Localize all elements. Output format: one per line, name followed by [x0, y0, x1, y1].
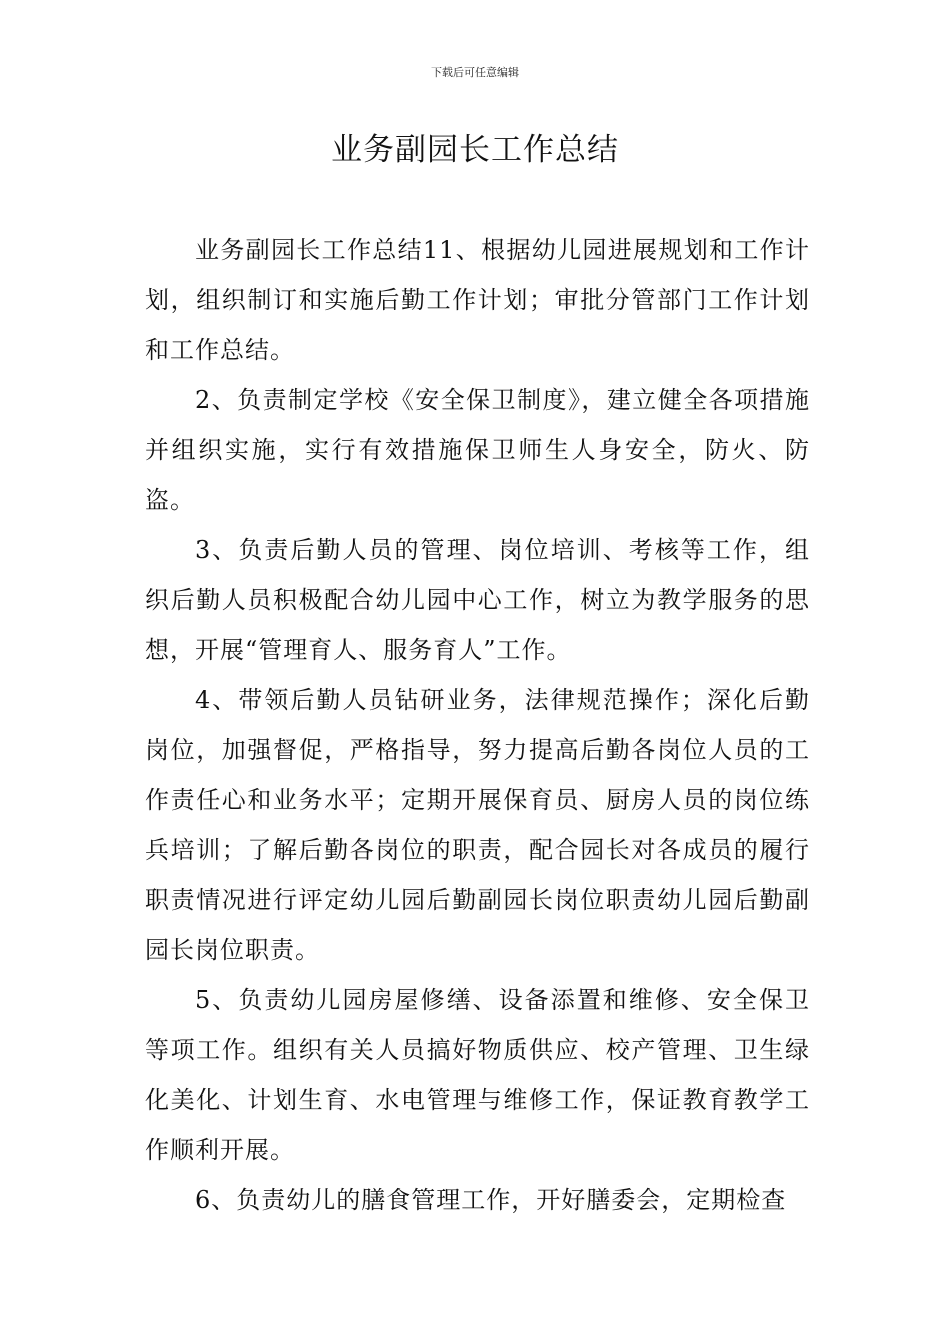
header-note: 下载后可任意编辑 — [431, 66, 519, 79]
paragraph-1: 业务副园长工作总结11、根据幼儿园进展规划和工作计划，组织制订和实施后勤工作计划；审批分管部门工作计划和工作总结。 — [145, 236, 810, 364]
paragraph-6: 6、负责幼儿的膳食管理工作，开好膳委会，定期检查 — [195, 1186, 787, 1214]
document-body — [145, 225, 810, 1225]
paragraph-3: 3、负责后勤人员的管理、岗位培训、考核等工作，组织后勤人员积极配合幼儿园中心工作，树立为教学服务的思想，开展“管理育人、服务育人”工作。 — [145, 536, 810, 664]
paragraph-5: 5、负责幼儿园房屋修缮、设备添置和维修、安全保卫等项工作。组织有关人员搞好物质供应、校产管理、卫生绿化美化、计划生育、水电管理与维修工作，保证教育教学工作顺利开展。 — [145, 986, 810, 1164]
paragraph-2: 2、负责制定学校《安全保卫制度》，建立健全各项措施并组织实施，实行有效措施保卫师生人身安全，防火、防盗。 — [145, 386, 810, 514]
document-title: 业务副园长工作总结 — [331, 132, 619, 168]
paragraph-4: 4、带领后勤人员钻研业务，法律规范操作；深化后勤岗位，加强督促，严格指导，努力提高后勤各岗位人员的工作责任心和业务水平；定期开展保育员、厨房人员的岗位练兵培训；了解后勤各岗位的职责，配合园长对各成员的履行职责情况进行评定幼儿园后勤副园长岗位职责幼儿园后勤副园长岗位职责。 — [145, 686, 810, 964]
